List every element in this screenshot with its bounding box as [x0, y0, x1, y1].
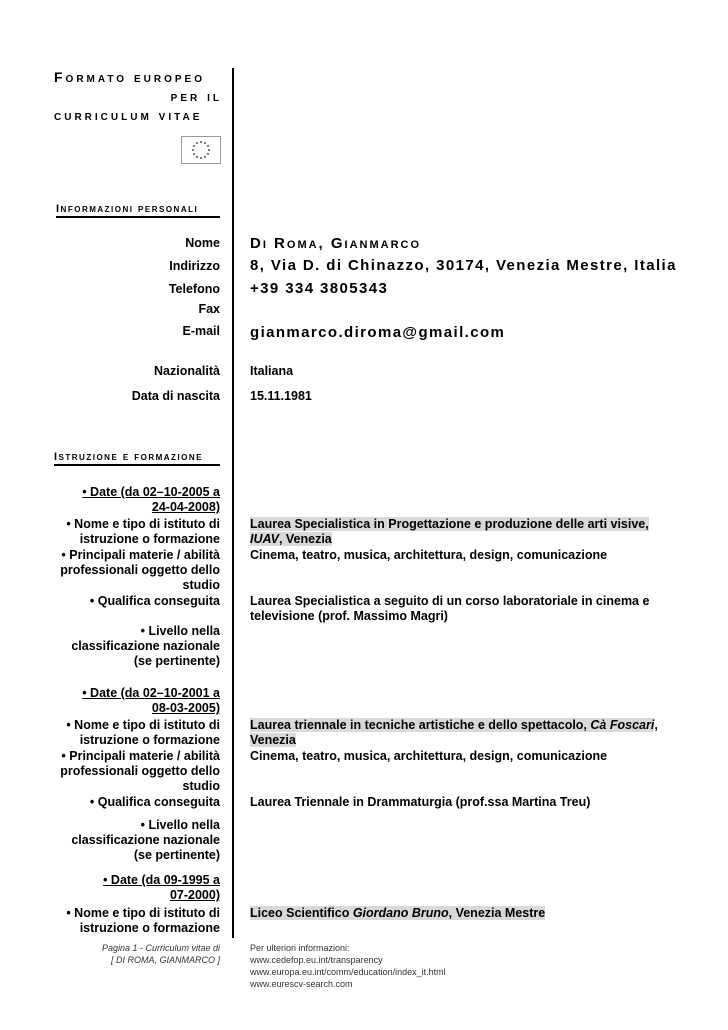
edu1-livello-label: • Livello nella classificazione nazionale (se pertinente): [71, 624, 220, 668]
value-nome: Di Roma, Gianmarco: [250, 235, 422, 252]
edu1-materie-value: Cinema, teatro, musica, architettura, design, comunicazione: [250, 548, 608, 562]
edu2-qualifica-label: • Qualifica conseguita: [89, 795, 220, 809]
title-line-3: curriculum vitae: [54, 107, 203, 123]
edu1-istituto-label: • Nome e tipo di istituto di istruzione o formazione: [66, 517, 220, 546]
footer-links: [250, 942, 446, 990]
edu2-materie-label: • Principali materie / abilità professionali oggetto dello studio: [60, 749, 220, 793]
edu2-livello-label: • Livello nella classificazione nazionale (se pertinente): [71, 818, 220, 862]
label-data-nascita: Data di nascita: [131, 389, 220, 403]
section-heading-education: Istruzione e formazione: [54, 451, 220, 463]
label-email: E-mail: [182, 324, 220, 338]
title-line-1: Formato europeo: [54, 69, 205, 85]
edu1-qualifica-label: • Qualifica conseguita: [89, 594, 220, 608]
edu2-istituto-label: • Nome e tipo di istituto di istruzione o formazione: [66, 718, 220, 747]
edu1-qualifica-value: Laurea Specialistica a seguito di un corso laboratoriale in cinema e televisione (prof. Massimo Magri): [250, 594, 650, 623]
edu1-istituto-value: Laurea Specialistica in Progettazione e produzione delle arti visive, IUAV, Venezia: [250, 517, 649, 546]
footer-link-eurescv[interactable]: www.eurescv-search.com: [250, 979, 353, 989]
edu3-istituto-label: • Nome e tipo di istituto di istruzione o formazione: [66, 906, 220, 935]
edu2-istituto-value: Laurea triennale in tecniche artistiche e dello spettacolo, Cà Foscari, Venezia: [250, 718, 658, 747]
label-nazionalita: Nazionalità: [154, 364, 220, 378]
section-heading-personal: Informazioni personali: [56, 203, 220, 215]
title-line-2: per il: [170, 88, 222, 104]
footer-link-europa[interactable]: www.europa.eu.int/comm/education/index_it.html: [250, 967, 446, 977]
value-data-nascita: 15.11.1981: [250, 389, 312, 403]
footer-link-cedefop[interactable]: www.cedefop.eu.int/transparency: [250, 955, 383, 965]
eu-flag-logo: [181, 136, 221, 164]
edu2-date: • Date (da 02–10-2001 a 08-03-2005): [82, 686, 220, 715]
edu1-date: • Date (da 02–10-2005 a 24-04-2008): [82, 485, 220, 514]
label-indirizzo: Indirizzo: [169, 259, 220, 273]
edu2-qualifica-value: Laurea Triennale in Drammaturgia (prof.ssa Martina Treu): [250, 795, 591, 809]
edu1-materie-label: • Principali materie / abilità professionali oggetto dello studio: [60, 548, 220, 592]
column-divider: [232, 68, 234, 938]
label-fax: Fax: [198, 302, 220, 316]
document-title: [54, 68, 222, 125]
label-telefono: Telefono: [168, 282, 220, 296]
footer-page-info: Pagina 1 - Curriculum vitae di [ DI ROMA, GIANMARCO ]: [101, 943, 220, 965]
value-nazionalita: Italiana: [250, 364, 294, 378]
edu2-materie-value: Cinema, teatro, musica, architettura, design, comunicazione: [250, 749, 608, 763]
value-telefono: +39 334 3805343: [250, 280, 389, 297]
edu3-date: • Date (da 09-1995 a 07-2000): [103, 873, 220, 902]
value-email: gianmarco.diroma@gmail.com: [250, 324, 506, 341]
edu3-istituto-value: Liceo Scientifico Giordano Bruno, Venezia Mestre: [250, 906, 546, 920]
footer-info-label: Per ulteriori informazioni:: [250, 943, 350, 953]
label-nome: Nome: [185, 236, 220, 250]
value-indirizzo: 8, Via D. di Chinazzo, 30174, Venezia Mestre, Italia: [250, 257, 677, 274]
